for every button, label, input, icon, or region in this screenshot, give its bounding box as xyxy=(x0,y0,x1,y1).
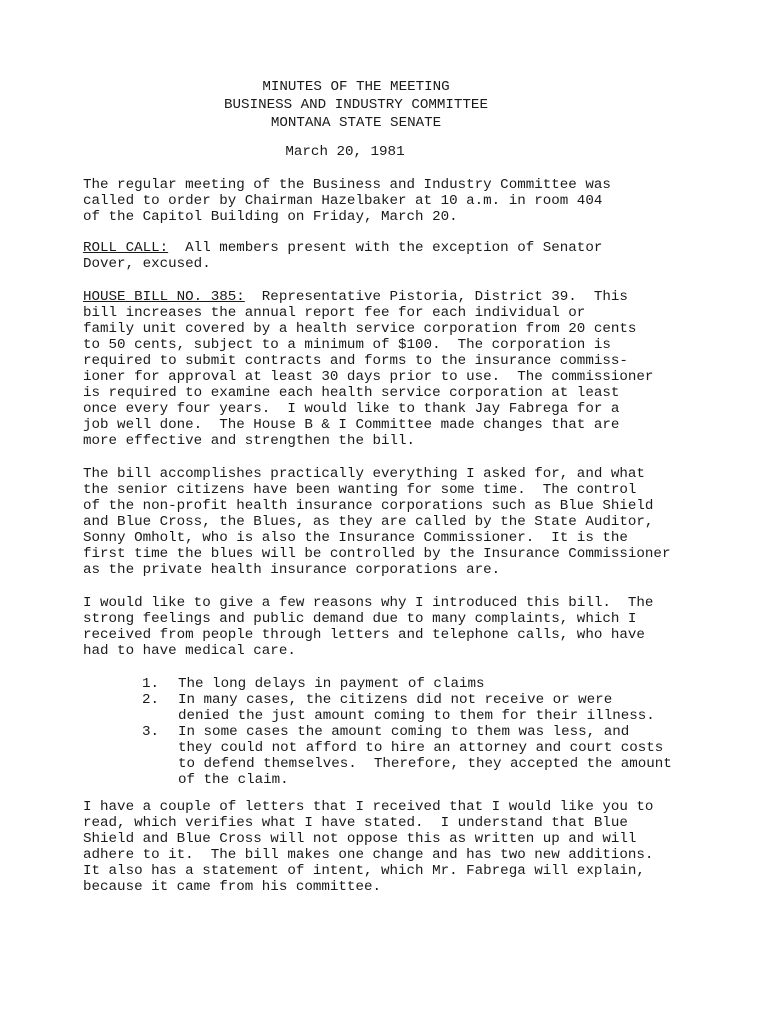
roll-call-paragraph xyxy=(83,240,763,272)
text-line: It also has a statement of intent, which Mr. Fabrega will explain, xyxy=(83,863,645,879)
text-line: called to order by Chairman Hazelbaker at 10 a.m. in room 404 xyxy=(83,193,603,209)
text-line: strong feelings and public demand due to many complaints, which I xyxy=(83,611,637,627)
text-line: to defend themselves. Therefore, they accepted the amount xyxy=(178,756,672,772)
text-line: of the claim. xyxy=(178,772,289,788)
text-line xyxy=(83,289,763,305)
opening-paragraph xyxy=(83,177,763,225)
meeting-date: March 20, 1981 xyxy=(285,144,405,160)
text-line: I would like to give a few reasons why I introduced this bill. The xyxy=(83,595,654,611)
header-line-1: MINUTES OF THE MEETING xyxy=(262,79,450,95)
roll-call-label: ROLL CALL: xyxy=(83,240,169,256)
text-line: required to submit contracts and forms to the insurance commiss- xyxy=(83,353,628,369)
text-line: of the Capitol Building on Friday, March 20. xyxy=(83,209,458,225)
house-bill-paragraph xyxy=(83,289,763,449)
house-bill-label: HOUSE BILL NO. 385: xyxy=(83,289,245,305)
text-line: In many cases, the citizens did not receive or were xyxy=(178,692,613,708)
list-number: 1. xyxy=(142,676,160,692)
text-line: as the private health insurance corporations are. xyxy=(83,562,501,578)
text-line xyxy=(83,240,763,256)
text-line: they could not afford to hire an attorney and court costs xyxy=(178,740,664,756)
list-number: 2. xyxy=(142,692,160,708)
text-line: family unit covered by a health service corporation from 20 cents xyxy=(83,321,637,337)
text-line: The regular meeting of the Business and Industry Committee was xyxy=(83,177,611,193)
text-line: more effective and strengthen the bill. xyxy=(83,433,416,449)
text-line: job well done. The House B & I Committee made changes that are xyxy=(83,417,620,433)
text-line: because it came from his committee. xyxy=(83,879,381,895)
text-line: adhere to it. The bill makes one change and has two new additions. xyxy=(83,847,654,863)
list-item xyxy=(142,724,762,788)
text-line: Shield and Blue Cross will not oppose this as written up and will xyxy=(83,831,637,847)
text-line: is required to examine each health service corporation at least xyxy=(83,385,620,401)
text-line: The bill accomplishes practically everything I asked for, and what xyxy=(83,466,645,482)
header-line-2: BUSINESS AND INDUSTRY COMMITTEE xyxy=(224,97,488,113)
text-line: and Blue Cross, the Blues, as they are called by the State Auditor, xyxy=(83,514,654,530)
list-number: 3. xyxy=(142,724,160,740)
roll-call-text: All members present with the exception of Senator xyxy=(168,240,603,256)
minutes-header xyxy=(0,78,712,132)
text-line: first time the blues will be controlled by the Insurance Commissioner xyxy=(83,546,671,562)
text-line: The long delays in payment of claims xyxy=(178,676,485,692)
accomplishments-paragraph xyxy=(83,466,763,578)
text-line: ioner for approval at least 30 days prior to use. The commissioner xyxy=(83,369,654,385)
text-line: of the non-profit health insurance corporations such as Blue Shield xyxy=(83,498,654,514)
text-line: the senior citizens have been wanting for some time. The control xyxy=(83,482,637,498)
text-line: received from people through letters and telephone calls, who have xyxy=(83,627,645,643)
reasons-paragraph xyxy=(83,595,763,659)
letters-paragraph xyxy=(83,799,763,895)
list-item xyxy=(142,692,762,724)
list-item xyxy=(142,676,762,692)
text-line: Dover, excused. xyxy=(83,256,211,272)
text-line: Sonny Omholt, who is also the Insurance Commissioner. It is the xyxy=(83,530,628,546)
text-line: had to have medical care. xyxy=(83,643,296,659)
text-line: to 50 cents, subject to a minimum of $100. The corporation is xyxy=(83,337,611,353)
text-line: bill increases the annual report fee for each individual or xyxy=(83,305,586,321)
reasons-list xyxy=(142,676,762,788)
house-bill-intro: Representative Pistoria, District 39. This xyxy=(244,289,628,305)
text-line: denied the just amount coming to them for their illness. xyxy=(178,708,655,724)
text-line: read, which verifies what I have stated. I understand that Blue xyxy=(83,815,628,831)
text-line: I have a couple of letters that I received that I would like you to xyxy=(83,799,654,815)
text-line: In some cases the amount coming to them was less, and xyxy=(178,724,630,740)
text-line: once every four years. I would like to thank Jay Fabrega for a xyxy=(83,401,620,417)
header-line-3: MONTANA STATE SENATE xyxy=(270,115,442,131)
